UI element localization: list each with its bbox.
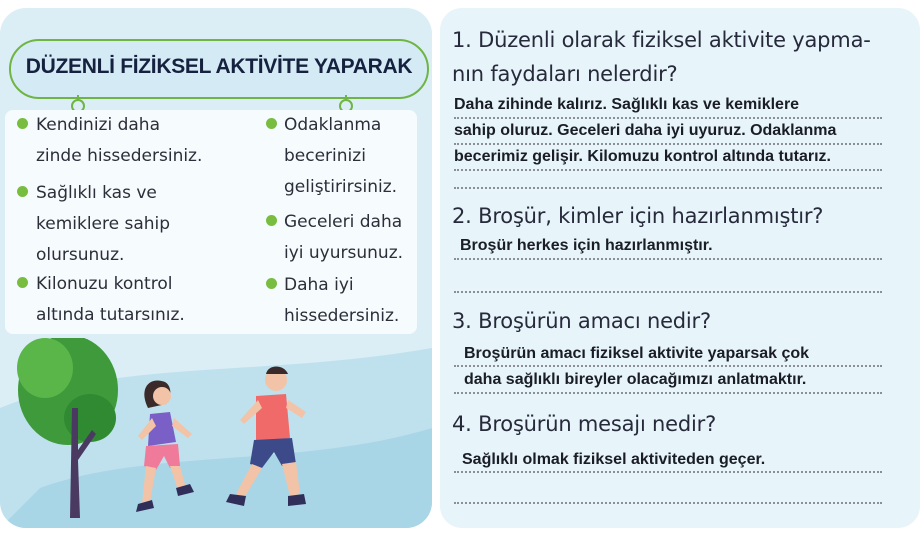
bullet-dot: [266, 118, 277, 129]
answer-line: [454, 471, 882, 473]
answer-1-line-1[interactable]: Daha zihinde kalırız. Sağlıklı kas ve kemiklere: [454, 96, 800, 113]
bullet-dot: [17, 118, 28, 129]
benefit-item: Odaklanma becerinizi geliştirirsiniz.: [284, 115, 398, 197]
answer-1-line-2[interactable]: sahip oluruz. Geceleri daha iyi uyuruz. Odaklanma: [454, 122, 837, 139]
brochure-title-banner: [9, 39, 429, 99]
answer-4-line-1[interactable]: Sağlıklı olmak fiziksel aktiviteden geçer.: [462, 451, 766, 468]
answer-line: [454, 502, 882, 504]
answer-line: [454, 143, 882, 145]
brochure-title: DÜZENLİ FİZİKSEL AKTİVİTE YAPARAK: [25, 55, 413, 78]
question-2: 2. Broşür, kimler için hazırlanmıştır?: [452, 204, 824, 228]
benefit-item: Kilonuzu kontrol altında tutarsınız.: [36, 274, 185, 325]
bullet-dot: [17, 186, 28, 197]
benefit-item: Geceleri daha iyi uyursunuz.: [284, 212, 404, 263]
answer-line: [454, 291, 882, 293]
answer-3-line-1[interactable]: Broşürün amacı fiziksel aktivite yaparsak çok: [464, 345, 810, 362]
answer-line: [454, 117, 882, 119]
question-3: 3. Broşürün amacı nedir?: [452, 309, 711, 333]
answer-line: [454, 365, 882, 367]
questions-panel: [440, 8, 920, 528]
answer-line: [454, 258, 882, 260]
answer-line: [454, 187, 882, 189]
answer-line: [454, 169, 882, 171]
answer-line: [454, 392, 882, 394]
question-4: 4. Broşürün mesajı nedir?: [452, 412, 717, 436]
benefits-list: [5, 110, 417, 334]
answer-1-line-3[interactable]: becerimiz gelişir. Kilomuzu kontrol altında tutarız.: [454, 148, 831, 165]
answer-2-line-1[interactable]: Broşür herkes için hazırlanmıştır.: [460, 237, 713, 254]
bullet-dot: [17, 277, 28, 288]
brochure-panel: [0, 8, 432, 528]
question-1-continued: nın faydaları nelerdir?: [452, 62, 678, 86]
question-1: 1. Düzenli olarak fiziksel aktivite yapma-: [452, 28, 871, 52]
benefit-item: Kendinizi daha zinde hissedersiniz.: [36, 115, 203, 166]
bullet-dot: [266, 278, 277, 289]
benefit-item: Sağlıklı kas ve kemiklere sahip olursunuz.: [36, 183, 171, 265]
bullet-dot: [266, 215, 277, 226]
benefit-item: Daha iyi hissedersiniz.: [284, 275, 400, 326]
two-runners-illustration: [0, 338, 432, 528]
answer-3-line-2[interactable]: daha sağlıklı bireyler olacağımızı anlatmaktır.: [464, 371, 807, 388]
